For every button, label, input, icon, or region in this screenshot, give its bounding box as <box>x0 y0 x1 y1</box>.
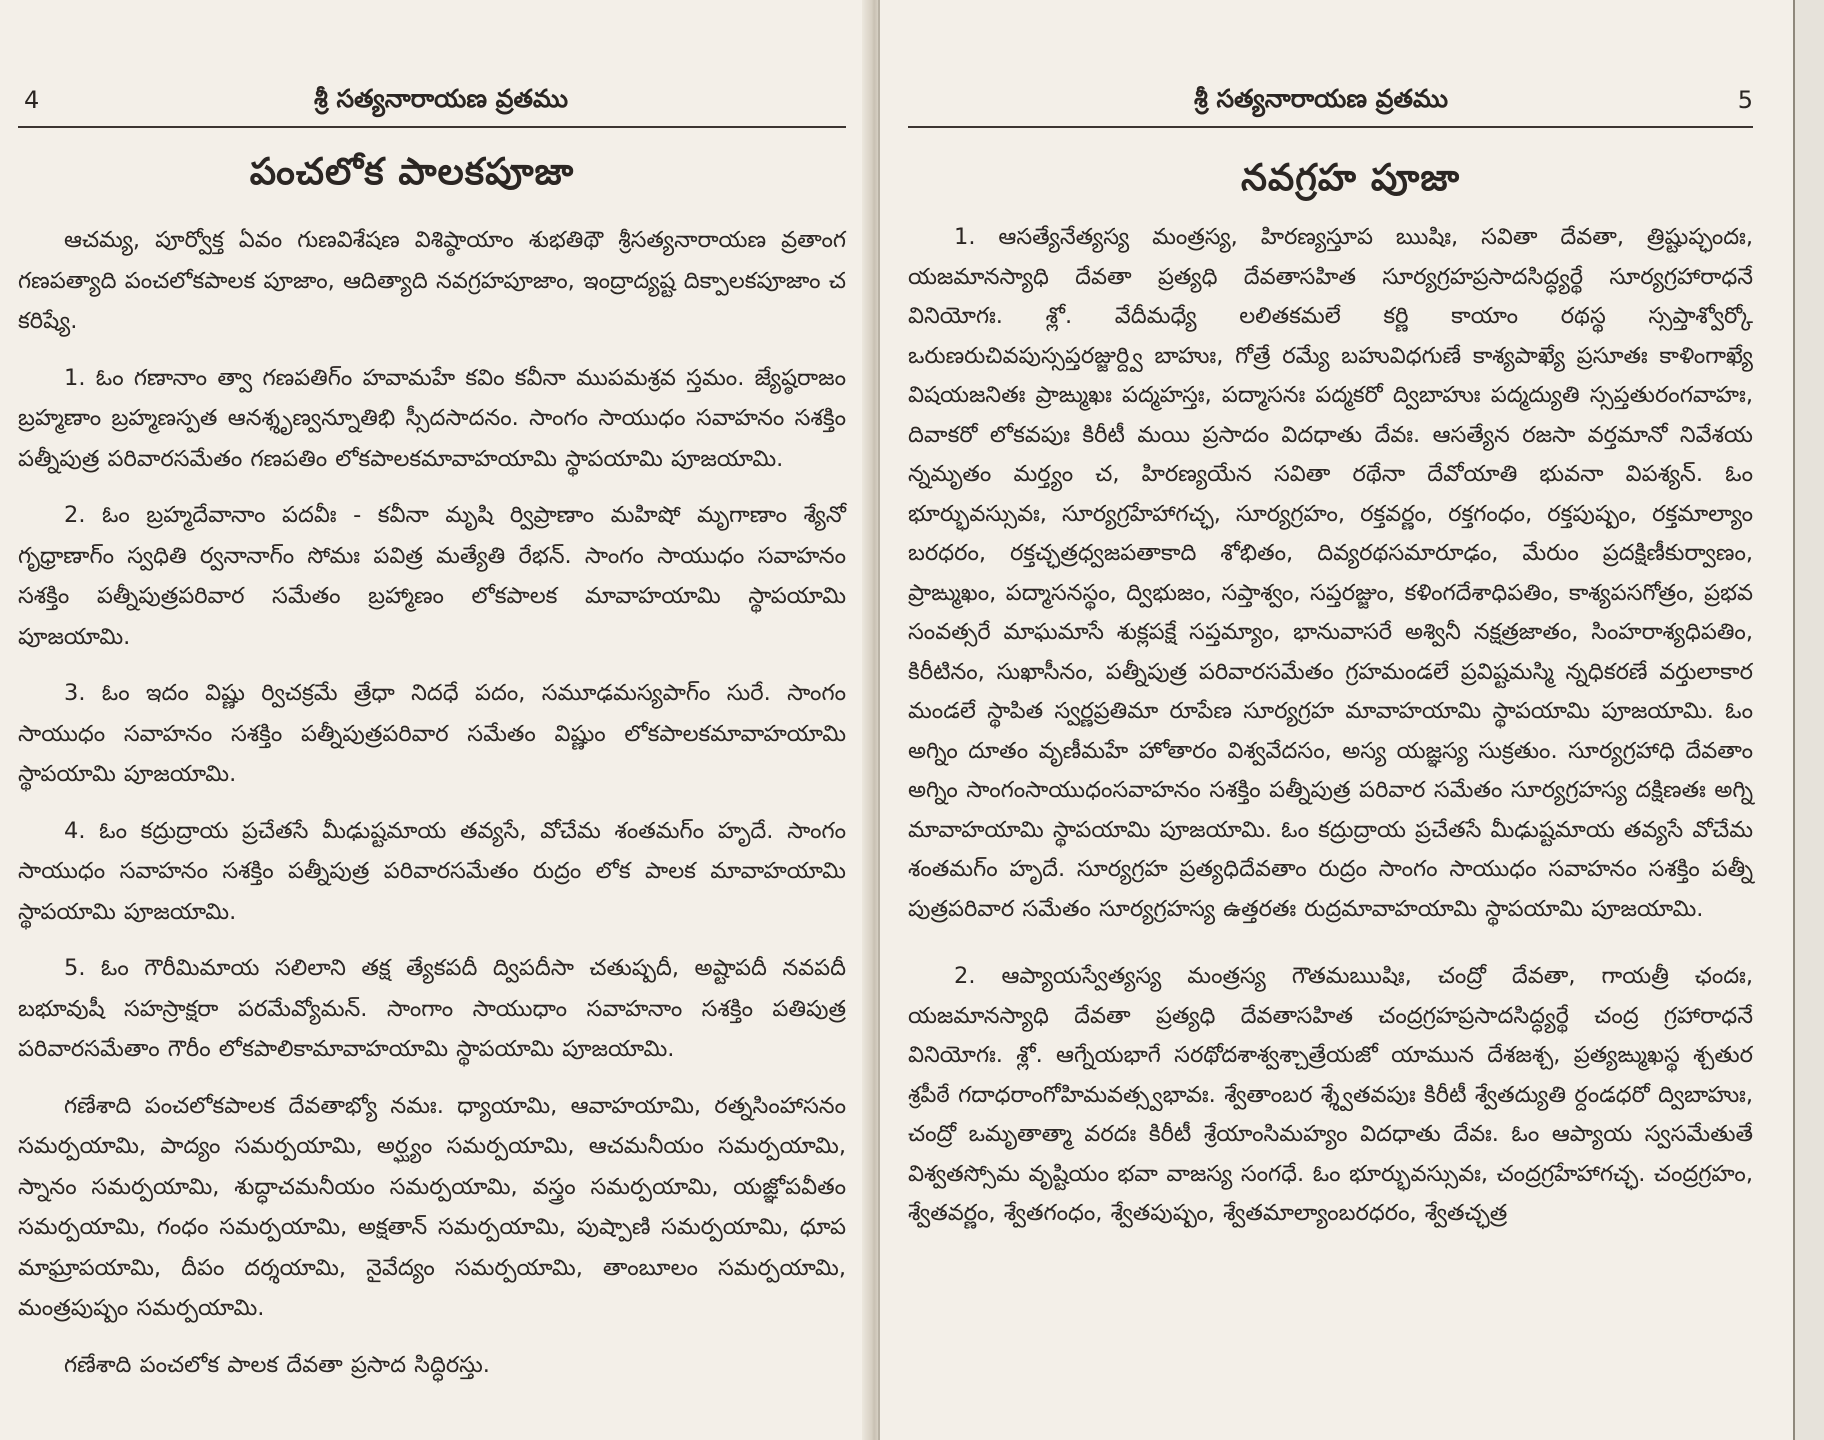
left-paragraph: 1. ఓం గణానాం త్వా గణపతిగ్ం హవామహే కవిం కవీనా ముపమశ్రవ స్తమం. జ్యేష్ఠరాజం బ్రహ్మణాం బ్రహ్మణస్పత ఆనశ్శృణ్వన్నూతిభి స్సీదసాదనం. సాంగం సాయుధం సవాహనం సశక్తిం పత్నీపుత్ర పరివారసమేతం గణపతిం లోకపాలకమావాహయామి స్థాపయామి పూజయామి. <box>18 364 846 472</box>
left-paragraph: ఆచమ్య, పూర్వోక్త ఏవం గుణవిశేషణ విశిష్ఠాయాం శుభతిథౌ శ్రీసత్యనారాయణ వ్రతాంగ గణపత్యాది పంచలోకపాలక పూజాం, ఆదిత్యాది నవగ్రహపూజాం, ఇంద్రాద్యష్ట దిక్పాలకపూజాం చ కరిష్యే. <box>18 227 846 334</box>
left-paragraph: 5. ఓం గౌరీమిమాయ సలిలాని తక్ష త్యేకపదీ ద్విపదీసా చతుష్పదీ, అష్టాపదీ నవపదీ బభూవుషీ సహస్రాక్షరా పరమేవ్యోమన్. సాంగాం సాయుధాం సవాహనాం సశక్తిం పతిపుత్ర పరివారసమేతాం గౌరీం లోకపాలికామావాహయామి స్థాపయామి పూజయామి. <box>18 955 846 1062</box>
right-running-title: శ్రీ సత్యనారాయణ వ్రతము <box>1194 84 1449 113</box>
left-page-number: 4 <box>24 86 40 114</box>
right-page-number: 5 <box>1737 86 1753 114</box>
right-paragraph: 1. ఆసత్యేనేత్యస్య మంత్రస్య, హిరణ్యస్తూప ఋషిః, సవితా దేవతా, త్రిష్టుప్ఛందః, యజమానస్యాధి దేవతా ప్రత్యధి దేవతాసహిత సూర్యగ్రహప్రసాదసిద్ధ్యర్థే సూర్యగ్రహారాధనే వినియోగః. శ్లో. వేదీమధ్యే లలితకమలే కర్ణి కాయాం రథస్థ స్సప్తాశ్వోర్కో ఒరుణరుచివపుస్సప్తరజ్జుర్ద్వి బాహుః, గోత్రే రమ్యే బహువిధగుణే కాశ్యపాఖ్యే ప్రసూతః కాళింగాఖ్యే విషయజనితః ప్రాఙ్ముఖః పద్మహస్తః, పద్మాసనః పద్మకరో ద్విబాహుః పద్మద్యుతి స్సప్తతురంగవాహః, దివాకరో లోకవపుః కిరీటీ మయి ప్రసాదం విదధాతు దేవః. ఆసత్యేన రజసా వర్తమానో నివేశయ న్నమృతం మర్త్యం చ, హిరణ్యయేన సవితా రథేనా దేవోయాతి భువనా విపశ్యన్. ఓం భూర్భువస్సువః, సూర్యగ్రహేహాగచ్ఛ, సూర్యగ్రహం, రక్తవర్ణం, రక్తగంధం, రక్తపుష్పం, రక్తమాల్యాం బరధరం, రక్తచ్ఛత్రధ్వజపతాకాది శోభితం, దివ్యరథసమారూఢం, మేరుం ప్రదక్షిణీకుర్వాణం, ప్రాఙ్ముఖం, పద్మాసనస్థం, ద్విభుజం, సప్తాశ్వం, సప్తరజ్జుం, కళింగదేశాధిపతిం, కాశ్యపసగోత్రం, ప్రభవ సంవత్సరే మాఘమాసే శుక్లపక్షే సప్తమ్యాం, భానువాసరే అశ్వినీ నక్షత్రజాతం, సింహరాశ్యధిపతిం, కిరీటినం, సుఖాసీనం, పత్నీపుత్ర పరివారసమేతం గ్రహమండలే ప్రవిష్టమస్మి న్నధికరణే వర్తులాకార మండలే స్థాపిత స్వర్ణప్రతిమా రూపేణ సూర్యగ్రహ మావాహయామి స్థాపయామి పూజయామి. ఓం అగ్నిం దూతం వృణీమహే హోతారం విశ్వవేదసం, అస్య యజ్ఞస్య సుక్రతుం. సూర్యగ్రహాధి దేవతాం అగ్నిం సాంగంసాయుధంసవాహనం సశక్తిం పత్నీపుత్ర పరివార సమేతం సూర్యగ్రహస్య దక్షిణతః అగ్ని మావాహయామి స్థాపయామి పూజయామి. ఓం కద్రుద్రాయ ప్రచేతసే మీఢుష్టమాయ తవ్యసే వోచేమ శంతమగ్ం హృదే. సూర్యగ్రహ ప్రత్యధిదేవతాం రుద్రం సాంగం సాయుధం సవాహనం సశక్తిం పత్నీ పుత్రపరివార సమేతం సూర్యగ్రహస్య ఉత్తరతః రుద్రమావాహయామి స్థాపయామి పూజయామి. <box>908 224 1753 922</box>
left-paragraph: 3. ఓం ఇదం విష్ణు ర్విచక్రమే త్రేధా నిదధే పదం, సమూఢమస్యపాగ్ం సురే. సాంగం సాయుధం సవాహనం సశక్తిం పత్నీపుత్రపరివార సమేతం విష్ణుం లోకపాలకమావాహయామి స్థాపయామి పూజయామి. <box>18 680 846 787</box>
left-paragraph: 2. ఓం బ్రహ్మదేవానాం పదవీః - కవీనా మృషి ర్విప్రాణాం మహిషో మృగాణాం శ్యేనో గృధ్రాణాగ్ం స్వధితి ర్వనానాగ్ం సోమః పవిత్ర మత్యేతి రేభన్. సాంగం సాయుధం సవాహనం సశక్తిం పత్నీపుత్రపరివార సమేతం బ్రహ్మాణం లోకపాలక మావాహయామి స్థాపయామి పూజయామి. <box>18 502 846 650</box>
left-paragraph: 4. ఓం కద్రుద్రాయ ప్రచేతసే మీఢుష్టమాయ తవ్యసే, వోచేమ శంతమగ్ం హృదే. సాంగం సాయుధం సవాహనం సశక్తిం పత్నీపుత్ర పరివారసమేతం రుద్రం లోక పాలక మావాహయామి స్థాపయామి పూజయామి. <box>18 817 846 925</box>
page-edge <box>1793 0 1824 1440</box>
left-running-header <box>18 80 846 128</box>
right-section-title: నవగ్రహ పూజా <box>1240 156 1461 199</box>
left-page <box>0 0 870 1440</box>
left-paragraph: గణేశాది పంచలోక పాలక దేవతా ప్రసాద సిద్ధిరస్తు. <box>64 1351 490 1378</box>
right-page <box>878 0 1793 1440</box>
left-paragraph: గణేశాది పంచలోకపాలక దేవతాభ్యో నమః. ధ్యాయామి, ఆవాహయామి, రత్నసింహాసనం సమర్పయామి, పాద్యం సమర్పయామి, అర్ఘ్యం సమర్పయామి, ఆచమనీయం సమర్పయామి, స్నానం సమర్పయామి, శుద్ధాచమనీయం సమర్పయామి, వస్త్రం సమర్పయామి, యజ్ఞోపవీతం సమర్పయామి, గంధం సమర్పయామి, అక్షతాన్ సమర్పయామి, పుష్పాణి సమర్పయామి, ధూప మాఘ్రాపయామి, దీపం దర్శయామి, నైవేద్యం సమర్పయామి, తాంబూలం సమర్పయామి, మంత్రపుష్పం సమర్పయామి. <box>18 1092 846 1321</box>
right-paragraph: 2. ఆప్యాయస్వేత్యస్య మంత్రస్య గౌతమఋషిః, చంద్రో దేవతా, గాయత్రీ ఛందః, యజమానస్యాధి దేవతా ప్రత్యధి దేవతాసహిత చంద్రగ్రహప్రసాదసిద్ధ్యర్థే చంద్ర గ్రహారాధనే వినియోగః. శ్లో. ఆగ్నేయభాగే సరథోదశాశ్వశ్చాత్రేయజో యామున దేశజశ్చ, ప్రత్యఙ్ముఖస్థ శ్చతుర శ్రపీఠే గదాధరాంగోహిమవత్స్వభావః. శ్వేతాంబర శ్శ్వేతవపుః కిరీటీ శ్వేతద్యుతి ర్దండధరో ద్విబాహుః, చంద్రో ఒమృతాత్మా వరదః కిరీటీ శ్రేయాంసిమహ్యం విదధాతు దేవః. ఓం ఆప్యాయ స్వసమేతుతే విశ్వతస్సోమ వృష్టియం భవా వాజస్య సంగధే. ఓం భూర్భువస్సువః, చంద్రగ్రహేహాగచ్ఛ. చంద్రగ్రహం, శ్వేతవర్ణం, శ్వేతగంధం, శ్వేతపుష్పం, శ్వేతమాల్యాంబరధరం, శ్వేతచ్ఛత్ర <box>908 963 1753 1226</box>
left-running-title: శ్రీ సత్యనారాయణ వ్రతము <box>314 84 569 113</box>
right-running-header <box>908 80 1753 128</box>
left-section-title: పంచలోక పాలకపూజా <box>249 150 575 193</box>
